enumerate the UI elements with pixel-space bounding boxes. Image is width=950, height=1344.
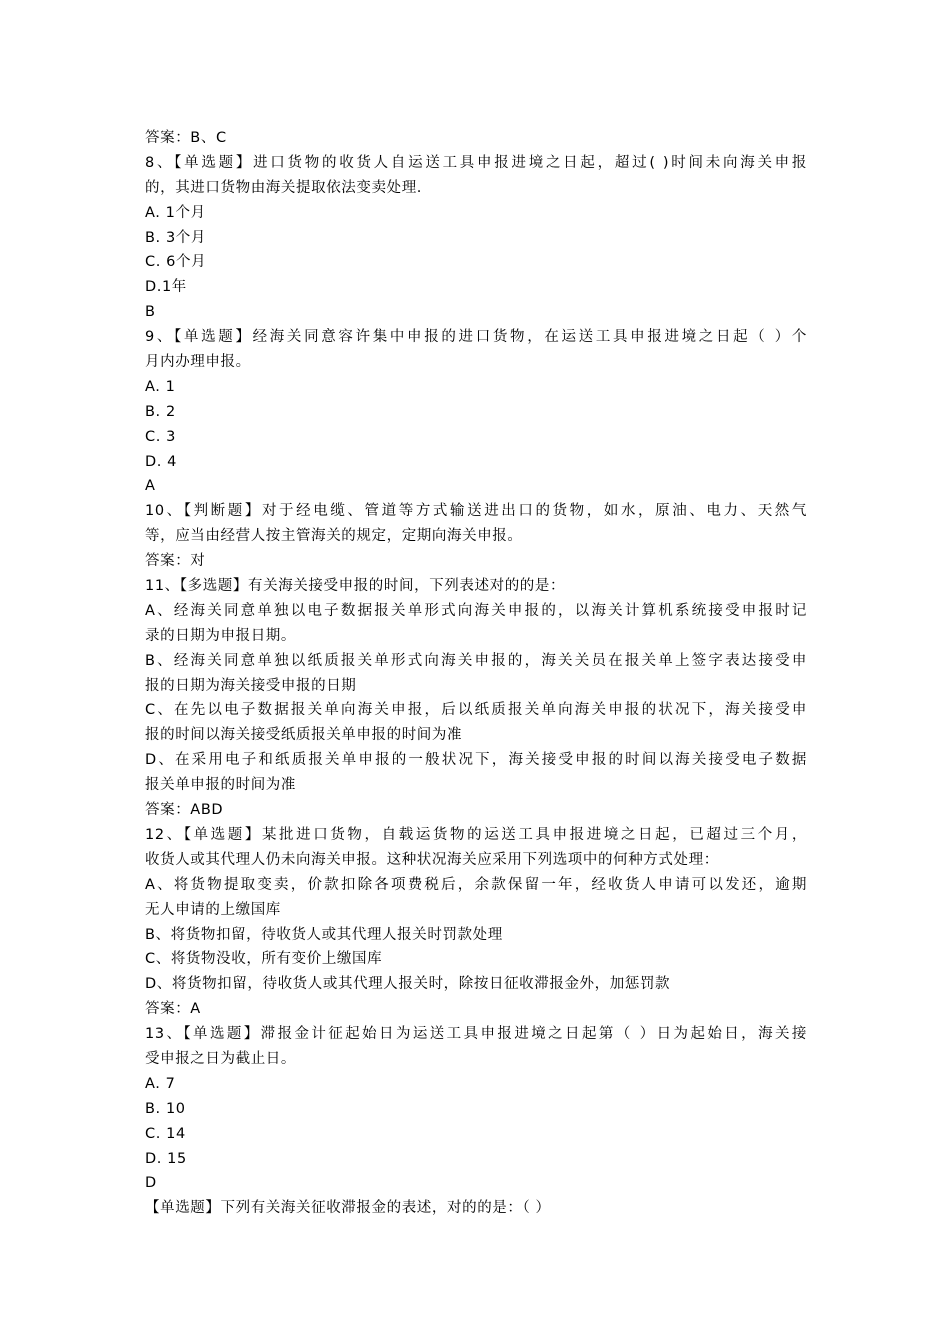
question-12-option-b: B、将货物扣留，待收货人或其代理人报关时罚款处理: [145, 926, 503, 943]
question-9-option-d: D. 4: [145, 453, 178, 470]
answer-12: 答案：A: [145, 1001, 201, 1018]
question-8-option-d: D.1年: [145, 279, 187, 296]
answer-8: B: [145, 304, 156, 321]
question-8-option-a: A. 1个月: [145, 204, 206, 221]
question-9-option-c: C. 3: [145, 428, 176, 445]
question-10-stem: 10、【判断题】对于经电缆、管道等方式输送进出口的货物，如水，原油、电力、天然气: [145, 503, 807, 520]
question-10-stem-cont: 等，应当由经营人按主管海关的规定，定期向海关申报。: [145, 528, 523, 545]
question-12-option-d: D、将货物扣留，待收货人或其代理人报关时，除按日征收滞报金外，加惩罚款: [145, 976, 671, 993]
question-8-stem: 8、【单选题】进口货物的收货人自运送工具申报进境之日起，超过( )时间未向海关申报: [145, 154, 807, 171]
document-body: [145, 126, 807, 1221]
answer-9: A: [145, 478, 156, 495]
question-11-option-b-cont: 报的日期为海关接受申报的日期: [145, 677, 357, 694]
question-12-stem-cont: 收货人或其代理人仍未向海关申报。这种状况海关应采用下列选项中的何种方式处理：: [145, 851, 719, 868]
question-12-option-a-cont: 无人申请的上缴国库: [145, 901, 281, 918]
question-8-option-b: B. 3个月: [145, 229, 206, 246]
question-11-option-c: C、在先以电子数据报关单向海关申报，后以纸质报关单向海关申报的状况下，海关接受申: [145, 702, 807, 719]
question-8-option-c: C. 6个月: [145, 254, 207, 271]
question-13-option-c: C. 14: [145, 1125, 186, 1142]
answer-13: D: [145, 1175, 157, 1192]
question-13-option-b: B. 10: [145, 1100, 186, 1117]
question-11-option-d: D、在采用电子和纸质报关单申报的一般状况下，海关接受申报的时间以海关接受电子数据: [145, 752, 807, 769]
question-13-option-d: D. 15: [145, 1150, 187, 1167]
question-11-option-a: A、经海关同意单独以电子数据报关单形式向海关申报的，以海关计算机系统接受申报时记: [145, 602, 807, 619]
question-11-option-a-cont: 录的日期为申报日期。: [145, 627, 296, 644]
question-11-option-c-cont: 报的时间以海关接受纸质报关单申报的时间为准: [145, 727, 463, 744]
question-13-stem-cont: 受申报之日为截止日。: [145, 1050, 296, 1067]
question-14-stem: 【单选题】下列有关海关征收滞报金的表述，对的的是：（ ）: [145, 1200, 551, 1217]
question-9-option-b: B. 2: [145, 403, 176, 420]
question-11-option-d-cont: 报关单申报的时间为准: [145, 777, 296, 794]
answer-11: 答案：ABD: [145, 802, 224, 819]
question-9-stem: 9、【单选题】经海关同意容许集中申报的进口货物，在运送工具申报进境之日起（ ）个: [145, 329, 807, 346]
question-11-option-b: B、经海关同意单独以纸质报关单形式向海关申报的，海关关员在报关单上签字表达接受申: [145, 652, 807, 669]
question-12-option-a: A、将货物提取变卖，价款扣除各项费税后，余款保留一年，经收货人申请可以发还，逾期: [145, 876, 807, 893]
question-12-stem: 12、【单选题】某批进口货物，自载运货物的运送工具申报进境之日起，已超过三个月，: [145, 826, 807, 843]
answer-10: 答案：对: [145, 553, 206, 570]
question-11-stem: 11、【多选题】有关海关接受申报的时间，下列表述对的的是：: [145, 578, 566, 595]
question-9-stem-cont: 月内办理申报。: [145, 354, 251, 371]
answer-7: 答案：B、C: [145, 130, 227, 146]
question-9-option-a: A. 1: [145, 378, 176, 395]
question-13-stem: 13、【单选题】滞报金计征起始日为运送工具申报进境之日起第（ ）日为起始日，海关接: [145, 1026, 807, 1043]
question-8-stem-cont: 的，其进口货物由海关提取依法变卖处理.: [145, 179, 423, 196]
question-12-option-c: C、将货物没收，所有变价上缴国库: [145, 951, 383, 968]
question-13-option-a: A. 7: [145, 1075, 176, 1092]
